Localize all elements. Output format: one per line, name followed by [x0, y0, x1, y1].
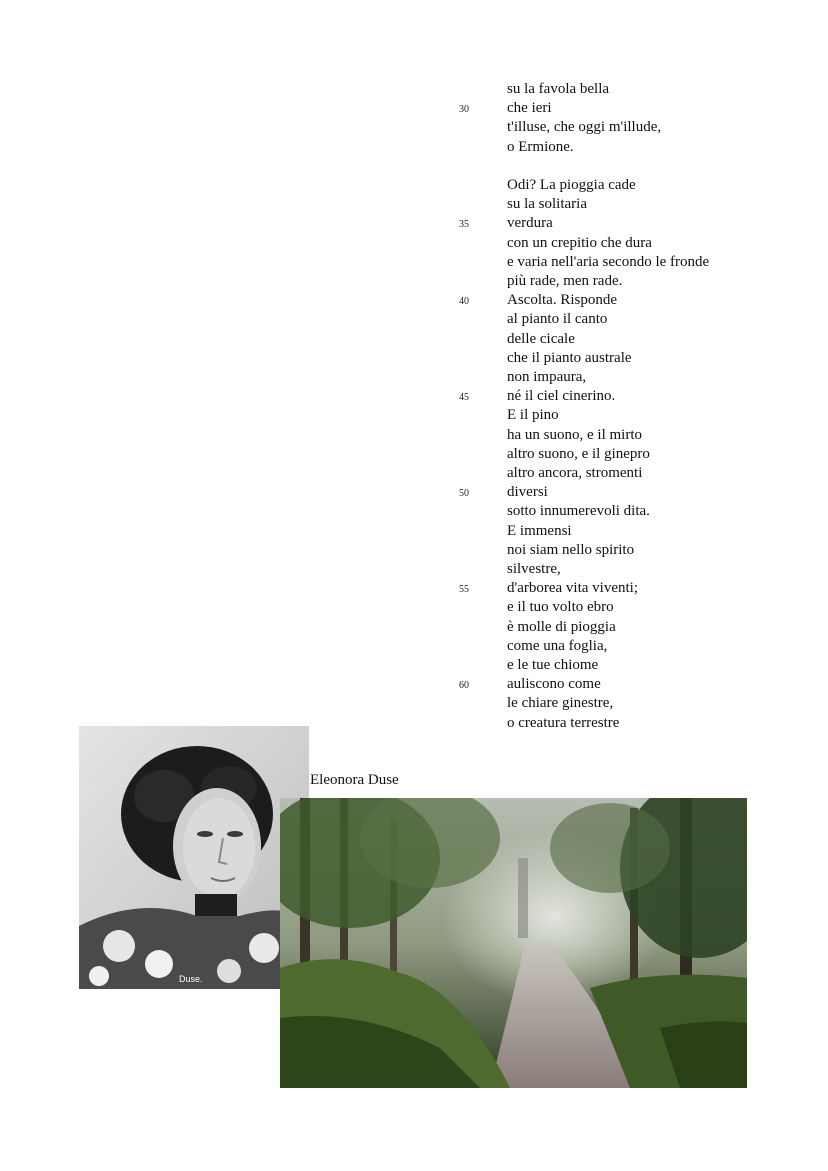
portrait-stamp: Duse. [179, 974, 203, 984]
poem-line: né il ciel cinerino. [507, 388, 616, 405]
poem-line: su la solitaria [507, 196, 587, 213]
poem-line: con un crepitio che dura [507, 234, 652, 251]
poem-line: verdura [507, 215, 553, 232]
poem-line: altro ancora, stromenti [507, 465, 643, 481]
poem-line: altro suono, e il ginepro [507, 445, 650, 462]
poem-line: o creatura terrestre [507, 714, 620, 731]
line-number: 50 [459, 488, 469, 500]
poem-line: e le tue chiome [507, 657, 599, 673]
poem-line: sotto innumerevoli dita. [507, 503, 650, 520]
portrait-image [79, 726, 309, 989]
line-number: 35 [459, 219, 469, 231]
poem-line: silvestre, [507, 561, 561, 577]
poem-line: e varia nell'aria secondo le fronde [507, 253, 710, 270]
poem-line: t'illuse, che oggi m'illude, [507, 119, 662, 136]
poem-line: che il pianto australe [507, 349, 632, 366]
poem-line: come una foglia, [507, 637, 608, 654]
poem-line: al pianto il canto [507, 311, 608, 328]
poem-line: Ascolta. Risponde [507, 292, 617, 309]
forest-image [280, 798, 747, 1088]
poem-line: delle cicale [507, 330, 575, 347]
poem-line: Odi? La pioggia cade [507, 177, 636, 193]
portrait-caption: Eleonora Duse [310, 772, 399, 788]
poem-line: auliscono come [507, 676, 601, 693]
portrait-photo [79, 726, 309, 989]
line-number: 45 [459, 392, 469, 404]
poem-line: o Ermione. [507, 138, 574, 155]
line-number: 60 [459, 680, 469, 692]
forest-photo [280, 798, 747, 1088]
poem-line: E immensi [507, 522, 572, 539]
poem-line: E il pino [507, 407, 559, 424]
poem-line: su la favola bella [507, 81, 610, 97]
poem-line: e il tuo volto ebro [507, 599, 614, 616]
poem-line: è molle di pioggia [507, 618, 616, 635]
line-number: 40 [459, 296, 469, 308]
poem-line: più rade, men rade. [507, 273, 623, 289]
poem-line: d'arborea vita viventi; [507, 580, 638, 597]
poem-line: noi siam nello spirito [507, 541, 635, 558]
poem-line: non impaura, [507, 369, 587, 385]
line-number: 55 [459, 584, 469, 596]
poem-line: le chiare ginestre, [507, 695, 614, 712]
poem-line: ha un suono, e il mirto [507, 426, 642, 443]
line-number: 30 [459, 104, 469, 116]
poem-line: diversi [507, 484, 548, 501]
poem-line: che ieri [507, 100, 552, 117]
